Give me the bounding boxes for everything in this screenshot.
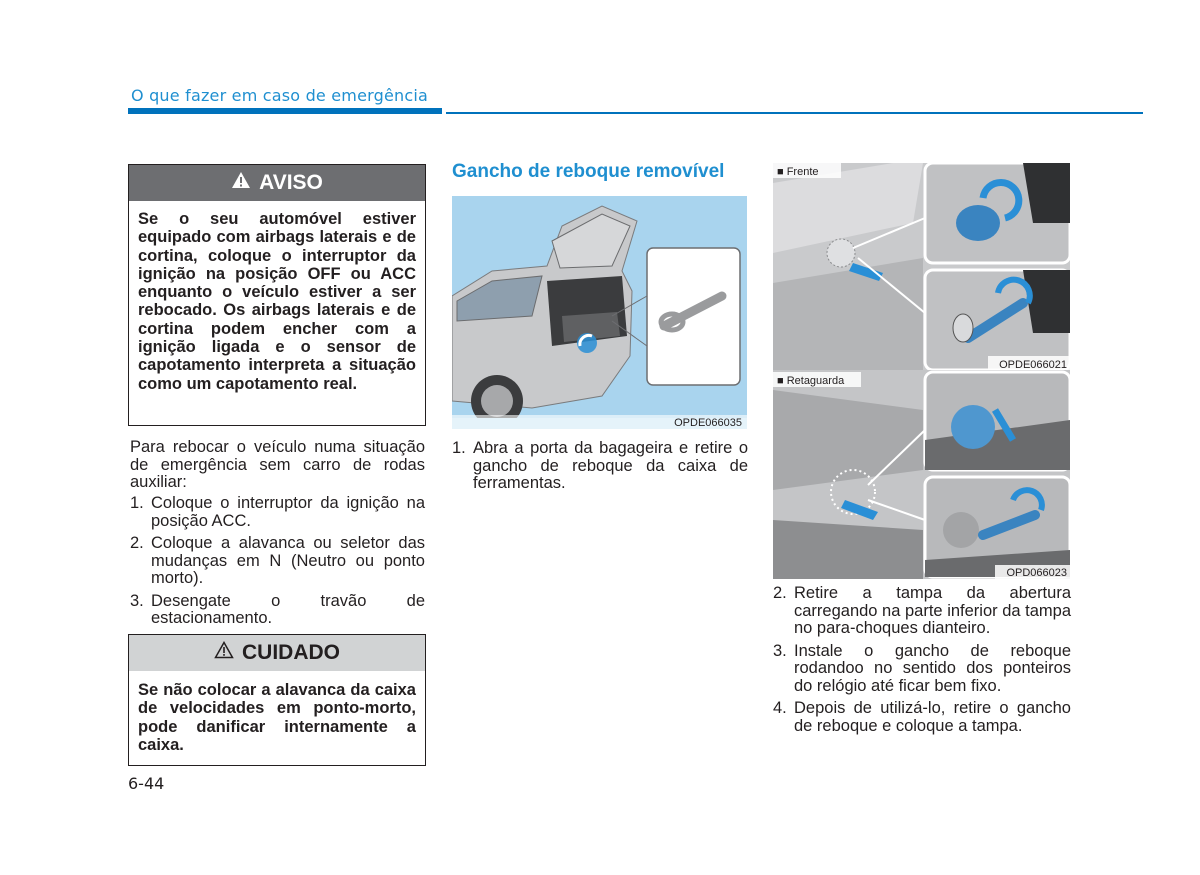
warning-text: Se o seu automóvel estiver equipado com airbags laterais e de cortina, coloque o interruptor da ignição na posição OFF ou ACC enquanto o veículo estiver a ser rebocado. Os airbags laterais e de cortina podem encher com a ignição ligada e o sensor de capotamento interpreta a situação como um capotamento real. — [138, 210, 416, 393]
list-item — [130, 535, 425, 588]
caution-triangle-icon — [214, 641, 234, 665]
step-number: 1. — [452, 439, 466, 457]
step-text: Coloque a alavanca ou seletor das mudanças em N (Neutro ou ponto morto). — [151, 534, 425, 587]
list-item — [773, 585, 1071, 638]
front-image-label: ■ Frente — [777, 166, 819, 178]
step-text: Instale o gancho de reboque rodandoo no sentido dos ponteiros do relógio até ficar bem fixo. — [794, 641, 1071, 695]
section-title: Gancho de reboque removível — [452, 161, 725, 182]
rear-bumper-illustration — [773, 370, 1070, 579]
front-image-code: OPDE066021 — [999, 359, 1067, 370]
header-rule-thick — [128, 108, 442, 114]
trunk-image-code: OPDE066035 — [674, 417, 742, 429]
list-item — [130, 593, 425, 628]
right-steps-list — [773, 585, 1071, 740]
list-item — [773, 643, 1071, 696]
left-steps-list — [130, 495, 425, 633]
intro-text: Para rebocar o veículo numa situação de emergência sem carro de rodas auxiliar: — [130, 438, 425, 491]
step-number: 2. — [773, 584, 787, 602]
list-item — [773, 700, 1071, 735]
step-number: 1. — [130, 494, 144, 512]
list-item — [130, 495, 425, 530]
step-text: Desengate o travão de estacionamento. — [151, 591, 425, 627]
header-rule-thin — [446, 112, 1143, 114]
warning-title: AVISO — [259, 171, 323, 194]
step-text: Retire a tampa da abertura carregando na parte inferior da tampa no para-choques dianteiro. — [794, 584, 1072, 637]
step-text: Coloque o interruptor da ignição na posição ACC. — [151, 494, 425, 530]
mid-steps-list — [452, 440, 748, 493]
caution-box — [128, 634, 426, 766]
warning-box-header — [129, 165, 425, 201]
page-number: 6-44 — [128, 774, 165, 793]
list-item — [452, 440, 748, 493]
step-text: Abra a porta da bagageira e retire o gancho de reboque da caixa de ferramentas. — [473, 439, 748, 492]
step-number: 4. — [773, 699, 787, 717]
trunk-illustration — [452, 196, 747, 429]
caution-title: CUIDADO — [242, 641, 340, 664]
rear-image-label: ■ Retaguarda — [777, 375, 845, 387]
step-text: Depois de utilizá-lo, retire o gancho de reboque e coloque a tampa. — [794, 699, 1071, 735]
section-header-title: O que fazer em caso de emergência — [131, 86, 429, 105]
step-number: 2. — [130, 534, 144, 552]
warning-box — [128, 164, 426, 426]
warning-triangle-icon — [231, 171, 251, 195]
step-number: 3. — [130, 591, 144, 610]
caution-text: Se não colocar a alavanca da caixa de velocidades em ponto-morto, pode danificar internamente a caixa. — [138, 681, 416, 754]
rear-image-code: OPD066023 — [1006, 567, 1067, 579]
caution-box-header — [129, 635, 425, 671]
front-bumper-illustration — [773, 163, 1070, 370]
step-number: 3. — [773, 641, 787, 660]
